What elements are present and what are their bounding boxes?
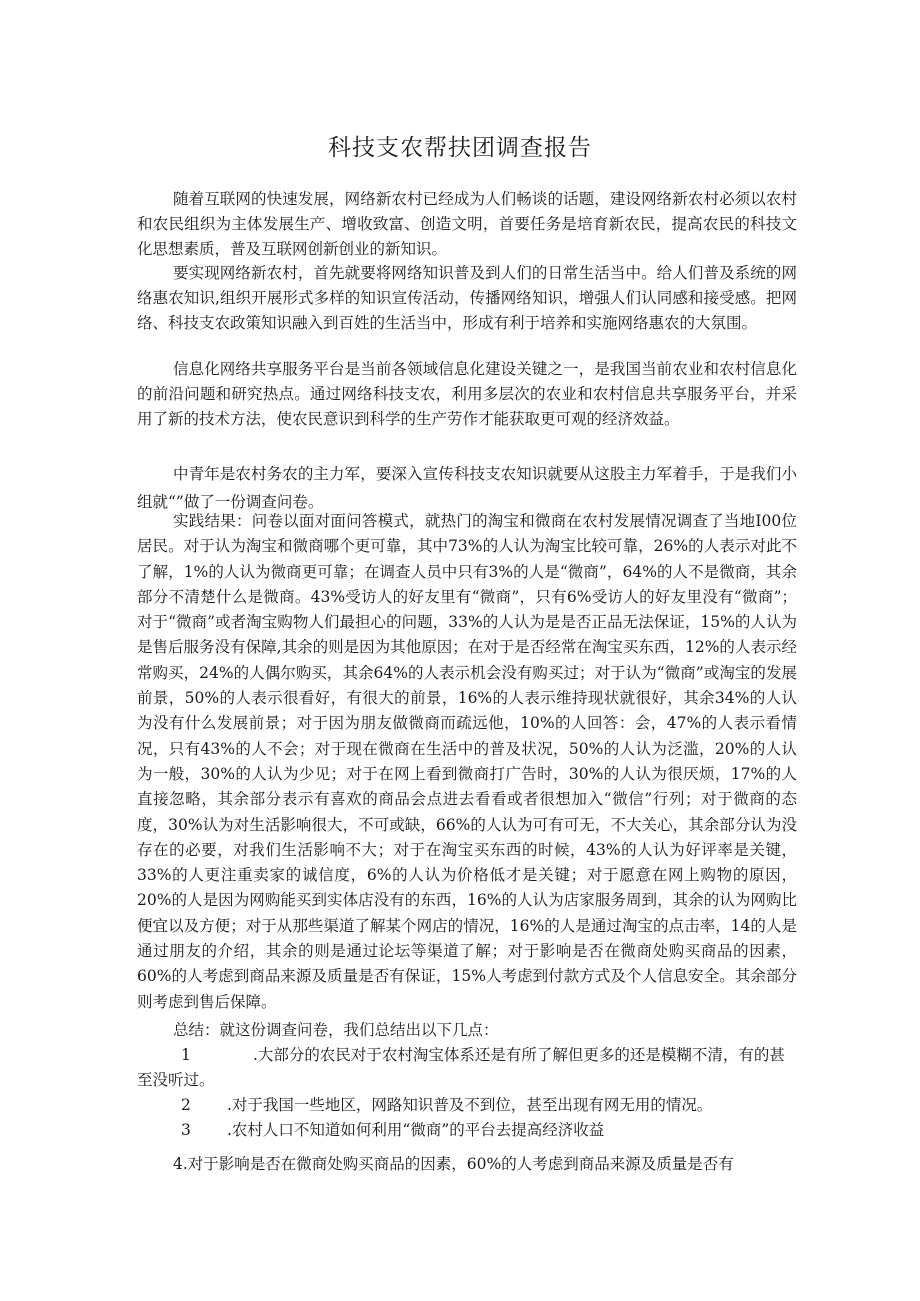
summary-item-text: .大部分的农民对于农村淘宝体系还是有所了解但更多的还是模糊不清，有的甚至没听过。: [137, 1046, 785, 1089]
summary-item-number: 3: [181, 1121, 191, 1139]
paragraph-intro: 随着互联网的快速发展，网络新农村已经成为人们畅谈的话题，建设网络新农村必须以农村和农民组织为主体发展生产、增收致富、创造文明，首要任务是培育新农民，提高农民的科技文化思想素质，普及互联网创新创业的新知识。: [137, 190, 797, 258]
paragraph-survey-results: 实践结果：问卷以面对面问答模式，就热门的淘宝和微商在农村发展情况调查了当地I00位居民。对于认为淘宝和微商哪个更可靠，其中73%的人认为淘宝比较可靠，26%的人表示对此不了解，1%的人认为微商更可靠；在调查人员中只有3%的人是“微商”，64%的人不是微商，其余部分不清楚什么是微商。43%受访人的好友里有“微商”，只有6%受访人的好友里没有“微商”；对于“微商”或者淘宝购物人们最担心的问题，33%的人认为是是否正品无法保证，15%的人认为是售后服务没有保障,其余的则是因为其他原因；在对于是否经常在淘宝买东西，12%的人表示经常购买，24%的人偶尔购买，其余64%的人表示机会没有购买过；对于认为“微商”或淘宝的发展前景，50%的人表示很看好，有很大的前景，16%的人表示维持现状就很好，其余34%的人认为没有什么发展前景；对于因为朋友做微商而疏远他，10%的人回答：会，47%的人表示看情况，只有43%的人不会；对于现在微商在生活中的普及状况，50%的人认为泛滥，20%的人认为一般，30%的人认为少见；对于在网上看到微商打广告时，30%的人认为很厌烦，17%的人直接忽略，其余部分表示有喜欢的商品会点进去看看或者很想加入“微信”行列；对于微商的态度，30%认为对生活影响很大，不可或缺，66%的人认为可有可无，不大关心，其余部分认为没存在的必要，对我们生活影响不大；对于在淘宝买东西的时候，43%的人认为好评率是关键，33%的人更注重卖家的诚信度，6%的人认为价格低才是关键；对于愿意在网上购物的原因，20%的人是因为网购能买到实体店没有的东西，16%的人认为店家服务周到，其余的认为网购比便宜以及方便；对于从那些渠道了解某个网店的情况，16%的人是通过淘宝的点击率，14的人是通过朋友的介绍，其余的则是通过论坛等渠道了解；对于影响是否在微商处购买商品的因素，60%的人考虑到商品来源及质量是否有保证，15%人考虑到付款方式及个人信息安全。其余部分则考虑到售后保障。: [137, 512, 797, 1011]
paragraph-info-platform: 信息化网络共享服务平台是当前各领域信息化建设关键之一，是我国当前农业和农村信息化的前沿问题和研究热点。通过网络科技支农，利用多层次的农业和农村信息共享服务平台，并采用了新的技术方法，使农民意识到科学的生产劳作才能获取更可观的经济效益。: [137, 360, 797, 428]
summary-item-text: .对于我国一些地区，网路知识普及不到位，甚至出现有网无用的情况。: [227, 1096, 713, 1114]
summary-item-text: .农村人口不知道如何利用“微商”的平台去提高经济收益: [227, 1121, 605, 1139]
summary-item-number: 1: [181, 1046, 191, 1064]
paragraph-network-knowledge: 要实现网络新农村，首先就要将网络知识普及到人们的日常生活当中。给人们普及系统的网络惠农知识,组织开展形式多样的知识宣传活动，传播网络知识，增强人们认同感和接受感。把网络、科技支农政策知识融入到百姓的生活当中，形成有利于培养和实施网络惠农的大氛围。: [137, 264, 797, 332]
summary-item: [137, 1043, 797, 1093]
paragraph-youth: 中青年是农村务农的主力军，要深入宣传科技支农知识就要从这股主力军着手，于是我们小组就“”做了一份调查问卷。: [137, 465, 797, 511]
summary-item-number: 2: [181, 1096, 191, 1114]
summary-item: [181, 1118, 604, 1143]
summary-item-text: 4.对于影响是否在微商处购买商品的因素，60%的人考虑到商品来源及质量是否有: [173, 1155, 734, 1173]
document-title: 科技支农帮扶团调查报告: [328, 135, 592, 161]
summary-item: [173, 1152, 734, 1177]
summary-item: [181, 1093, 712, 1118]
summary-heading: 总结：就这份调查问卷，我们总结出以下几点：: [173, 1021, 499, 1039]
